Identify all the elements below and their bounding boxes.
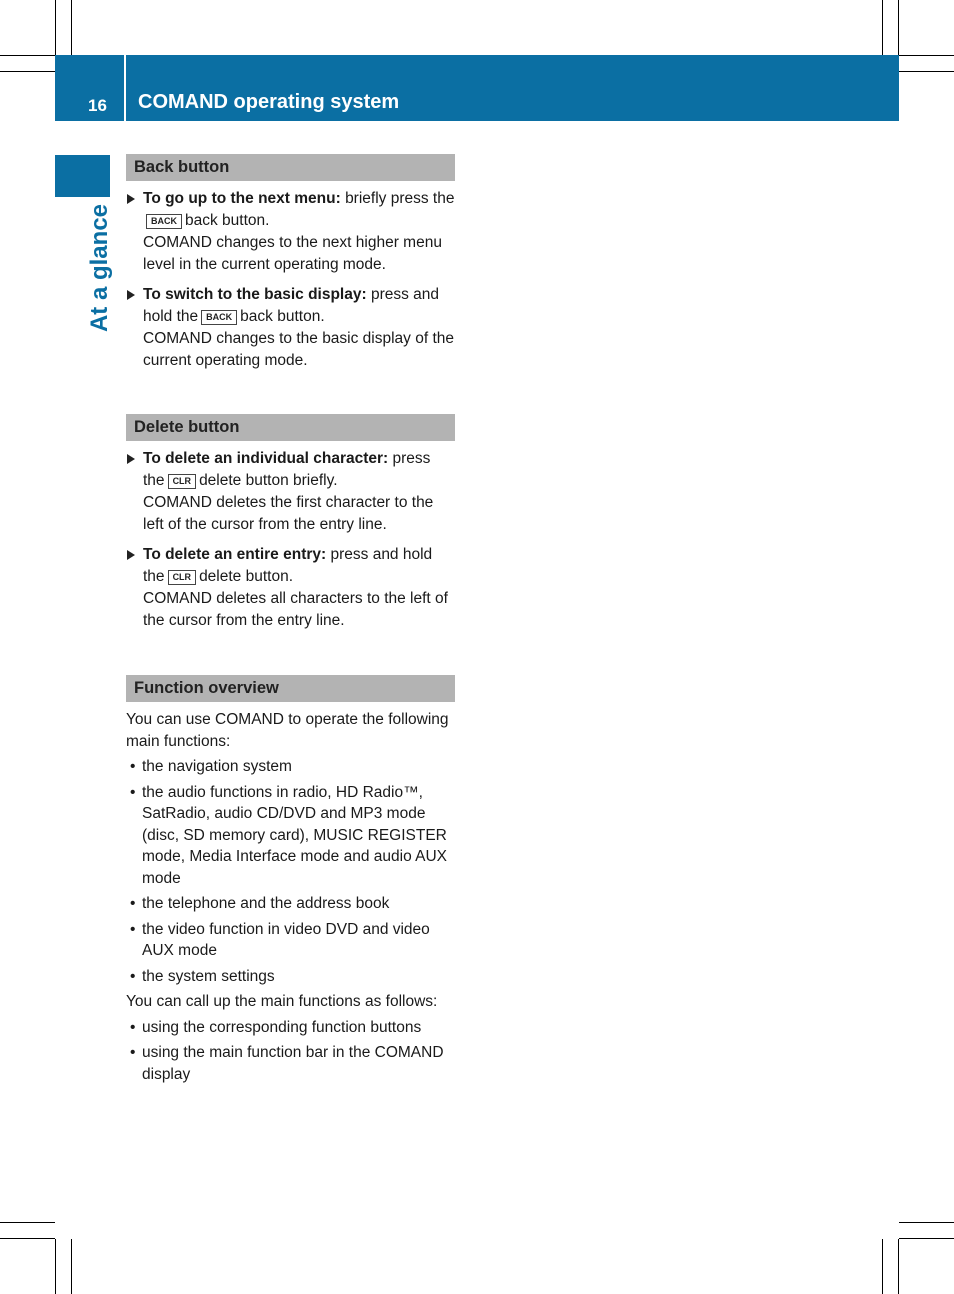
step-arrow-icon — [127, 194, 135, 204]
step-arrow-icon — [127, 290, 135, 300]
back-key-icon: BACK — [146, 214, 182, 229]
step-text: delete button briefly. — [199, 471, 338, 489]
call-up-paragraph: You can call up the main functions as follows: — [126, 993, 438, 1010]
crop-mark — [898, 1239, 899, 1294]
list-item-text: using the main function bar in the COMAND display — [142, 1044, 444, 1083]
crop-mark — [55, 0, 56, 55]
intro-paragraph: You can use COMAND to operate the following main functions: — [126, 711, 449, 750]
page-title: COMAND operating system — [138, 91, 400, 113]
list-item-text: the video function in video DVD and video AUX mode — [142, 920, 430, 959]
section-heading: Delete button — [126, 414, 455, 441]
bullet-dot: • — [130, 1044, 136, 1061]
step-arrow-icon — [127, 550, 135, 560]
step-result: COMAND deletes all characters to the left of the cursor from the entry line. — [143, 590, 448, 629]
crop-mark — [71, 0, 72, 55]
bullet-dot: • — [130, 967, 136, 985]
clr-key-icon: CLR — [168, 474, 197, 489]
instruction-step — [126, 284, 455, 371]
crop-mark — [882, 0, 883, 55]
step-result: COMAND deletes the first character to the left of the cursor from the entry line. — [143, 494, 434, 533]
side-tab-label: At a glance — [86, 203, 113, 333]
step-result: COMAND changes to the basic display of the current operating mode. — [143, 330, 455, 369]
step-lead: To delete an entire entry: — [143, 546, 327, 563]
list-item-text: the navigation system — [142, 758, 292, 775]
step-lead: To go up to the next menu: — [143, 190, 341, 207]
list-item-text: using the corresponding function buttons — [142, 1018, 422, 1036]
list-item-text: the system settings — [142, 967, 275, 985]
step-text: back button. — [240, 307, 325, 325]
bullet-dot: • — [130, 1018, 136, 1036]
list-item — [126, 1017, 455, 1039]
crop-mark — [0, 55, 55, 56]
step-text: briefly press the — [345, 190, 455, 207]
header-divider — [124, 55, 126, 121]
crop-mark — [0, 71, 55, 72]
back-key-icon: BACK — [201, 310, 237, 325]
crop-mark — [899, 55, 954, 56]
bullet-dot: • — [130, 783, 136, 801]
crop-mark — [71, 1239, 72, 1294]
list-item — [126, 782, 455, 890]
bullet-dot: • — [130, 895, 136, 912]
instruction-step — [126, 448, 455, 535]
list-item — [126, 919, 455, 962]
step-lead: To delete an individual character: — [143, 450, 389, 467]
section-heading: Function overview — [126, 675, 455, 702]
page-number: 16 — [88, 96, 107, 115]
list-item-text: the telephone and the address book — [142, 895, 390, 912]
function-overview-section — [126, 675, 455, 1085]
step-text: press and hold the — [143, 286, 440, 325]
list-item — [126, 1042, 455, 1085]
side-tab-marker — [55, 155, 110, 197]
step-result: COMAND changes to the next higher menu level in the current operating mode. — [143, 234, 442, 273]
crop-mark — [899, 1238, 954, 1239]
list-item — [126, 893, 455, 915]
crop-mark — [882, 1239, 883, 1294]
step-text: press and hold the — [143, 546, 433, 585]
section-heading: Back button — [126, 154, 455, 181]
back-button-section — [126, 154, 455, 371]
step-text: press the — [143, 450, 431, 489]
list-item-text: the audio functions in radio, HD Radio™, SatRadio, audio CD/DVD and MP3 mode (disc, SD memory card), MUSIC REGISTER mode, Media Interface mode and audio AUX mode — [142, 783, 448, 887]
step-arrow-icon — [127, 454, 135, 464]
clr-key-icon: CLR — [168, 570, 197, 585]
delete-button-section — [126, 414, 455, 631]
bullet-dot: • — [130, 920, 136, 938]
crop-mark — [0, 1238, 55, 1239]
list-item — [126, 966, 455, 988]
bullet-dot: • — [130, 758, 136, 775]
crop-mark — [899, 71, 954, 72]
crop-mark — [898, 0, 899, 55]
step-text: delete button. — [199, 567, 294, 585]
step-lead: To switch to the basic display: — [143, 286, 367, 303]
instruction-step — [126, 188, 455, 275]
step-text: back button. — [185, 211, 270, 229]
list-item — [126, 756, 455, 778]
crop-mark — [0, 1222, 55, 1223]
crop-mark — [55, 1239, 56, 1294]
instruction-step — [126, 544, 455, 631]
crop-mark — [899, 1222, 954, 1223]
